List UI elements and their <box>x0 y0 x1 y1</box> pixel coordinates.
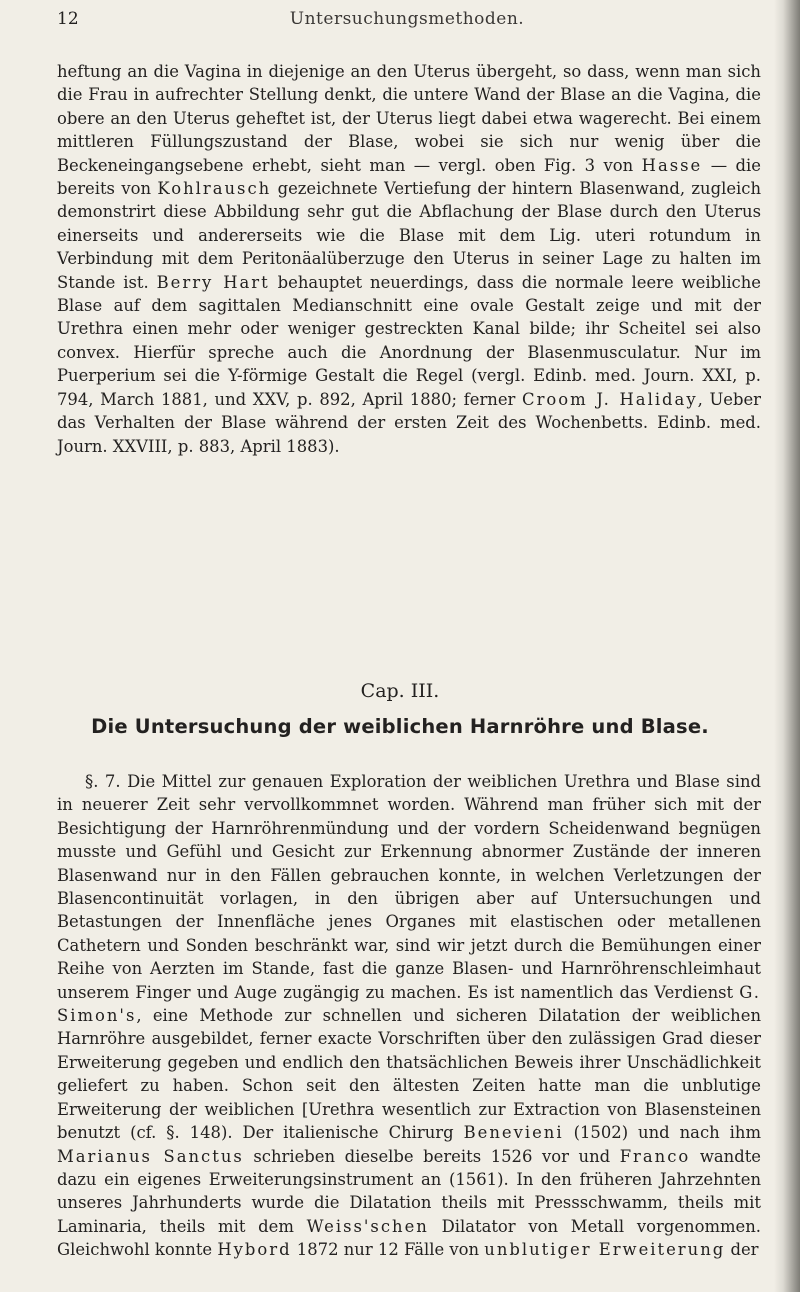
author-name: Berry Hart <box>156 272 270 292</box>
paragraph-2 <box>57 770 761 1262</box>
author-name: Kohlrausch <box>157 179 272 199</box>
text-run: , Ueber das Verhalten der Blase während der ersten Zeit des Wochenbetts. Edinb. med. Journ. XXVIII, p. 883, April 1883). <box>57 389 762 456</box>
page-edge-shadow <box>774 0 800 1292</box>
paragraph-1 <box>57 60 761 458</box>
author-name: Weiss'schen <box>306 1216 429 1236</box>
page-number: 12 <box>57 9 79 29</box>
emphasis-text: unblutiger Erweiterung <box>484 1240 726 1260</box>
author-name: Croom J. Haliday <box>522 389 698 409</box>
text-run: — die bereits von <box>57 155 761 199</box>
running-head: Untersuchungsmethoden. <box>289 9 525 29</box>
text-run: gezeichnete Vertiefung der hintern Blasenwand, zugleich demonstrirt diese Abbildung sehr gut die Abflachung der Blase durch den Uterus einerseits und andererseits wie die Blase mit dem Lig. uteri rotundum in Verbindung mit dem Peritonäalüberzuge den Uterus in seiner Lage zu halten im Stande ist. <box>57 179 762 292</box>
author-name: Marianus Sanctus <box>57 1146 244 1166</box>
text-run: der <box>725 1240 759 1260</box>
text-run: , eine Methode zur schnellen und sicheren Dilatation der weiblichen Harnröhre ausgebildet, ferner exacte Vorschriften über den zulässigen Grad dieser Erweiterung gegeben und endlich den thatsächlichen Beweis ihrer Unschädlichkeit geliefert zu haben. Schon seit den ältesten Zeiten hatte man die unblutige Erweiterung der weiblichen [Urethra wesentlich zur Extraction von Blasensteinen benutzt (cf. §. 148). Der italienische Chirurg <box>57 1006 761 1143</box>
text-run: §. 7. Die Mittel zur genauen Exploration der weiblichen Urethra und Blase sind in neuerer Zeit sehr vervollkommnet worden. Während man früher sich mit der Besichtigung der Harnröhrenmündung und der vordern Scheidenwand begnügen musste und Gefühl und Gesicht zur Erkennung abnormer Zustände der inneren Blasenwand nur in den Fällen gebrauchen konnte, in welchen Verletzungen der Blasencontinuität vorlagen, in den übrigen aber auf Untersuchungen und Betastungen der Innenfläche jenes Organes mit elastischen oder metallenen Cathetern und Sonden beschränkt war, sind wir jetzt durch die Bemühungen einer Reihe von Aerzten im Stande, fast die ganze Blasen- und Harnröhrenschleimhaut unserem Finger und Auge zugängig zu machen. Es ist namentlich das Verdienst <box>57 772 761 1002</box>
text-run: wandte dazu ein eigenes Erweiterungsinstrument an (1561). In den früheren Jahrzehnten unseres Jahrhunderts wurde die Dilatation theils mit Pressschwamm, theils mit Laminaria, theils mit dem <box>57 1146 761 1236</box>
chapter-title: Die Untersuchung der weiblichen Harnröhre und Blase. <box>91 715 709 738</box>
author-name: Hybord <box>217 1240 292 1260</box>
text-run: schrieben dieselbe bereits 1526 vor und <box>243 1146 620 1166</box>
author-name: Benevieni <box>463 1123 564 1143</box>
author-name: Hasse <box>641 155 703 175</box>
text-run: (1502) und nach ihm <box>563 1123 761 1143</box>
text-run: 1872 nur 12 Fälle von <box>291 1240 485 1260</box>
author-name: Franco <box>619 1146 691 1166</box>
page-header <box>57 4 757 34</box>
text-run: heftung an die Vagina in diejenige an den Uterus übergeht, so dass, wenn man sich die Frau in aufrechter Stellung denkt, die untere Wand der Blase an die Vagina, die obere an den Uterus geheftet ist, der Uterus liegt dabei etwa wagerecht. Bei einem mittleren Füllungszustand der Blase, wobei sie sich nur wenig über die Beckeneingangsebene erhebt, sieht man — vergl. oben Fig. 3 von <box>57 62 761 175</box>
chapter-label: Cap. III. <box>360 680 440 702</box>
text-run: behauptet neuerdings, dass die normale leere weibliche Blase auf dem sagittalen Medianschnitt eine ovale Gestalt zeige und mit der Urethra einen mehr oder weniger gestreckten Kanal bilde; ihr Scheitel sei also convex. Hierfür spreche auch die Anordnung der Blasenmusculatur. Nur im Puerperium sei die Y-förmige Gestalt die Regel (vergl. Edinb. med. Journ. XXI, p. 794, March 1881, und XXV, p. 892, April 1880; ferner <box>57 272 761 409</box>
author-name: G. Simon's <box>57 982 761 1026</box>
text-run: Dilatator von Metall vorgenommen. Gleichwohl konnte <box>57 1216 762 1260</box>
